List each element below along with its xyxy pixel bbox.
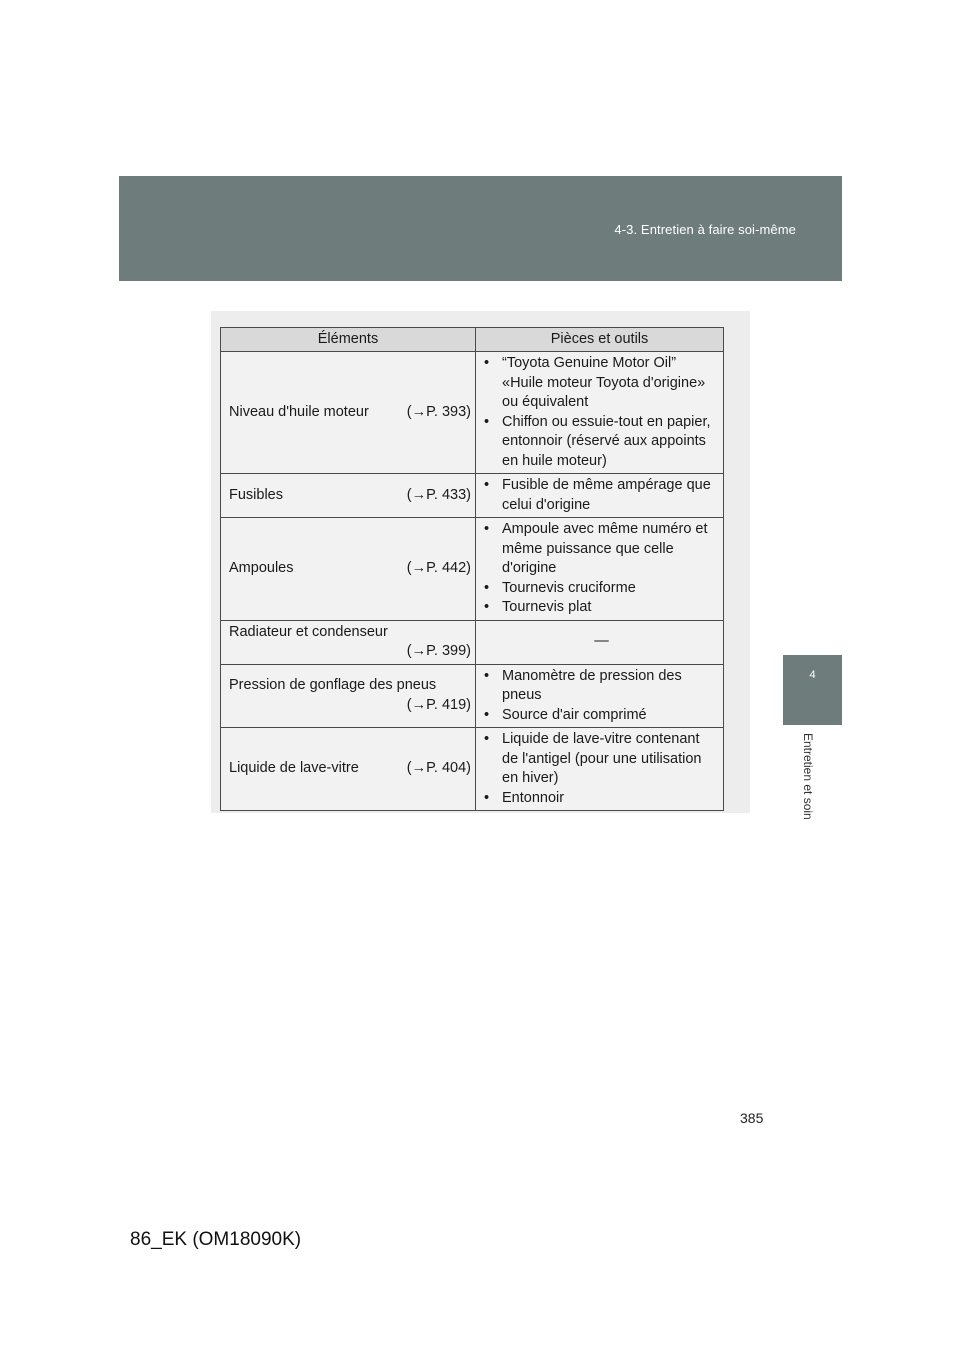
chapter-label: Entretien et soin — [801, 733, 815, 820]
maintenance-table — [220, 327, 724, 811]
table-row — [221, 664, 724, 728]
table-row — [221, 620, 724, 664]
item-name: Niveau d'huile moteur — [229, 403, 369, 420]
list-item — [484, 667, 719, 706]
section-header-band — [119, 176, 842, 281]
parts-list — [484, 730, 719, 808]
bullet-icon: • — [484, 579, 490, 596]
page-reference: (→P. 419) — [406, 696, 471, 713]
item-cell — [221, 728, 476, 811]
parts-cell — [476, 620, 724, 664]
parts-list — [484, 354, 719, 471]
bullet-icon: • — [484, 477, 490, 493]
list-item — [484, 354, 719, 413]
parts-cell — [476, 352, 724, 474]
list-item — [484, 730, 719, 789]
parts-list — [484, 667, 719, 726]
section-title: 4-3. Entretien à faire soi-même — [614, 222, 796, 237]
item-cell — [221, 620, 476, 664]
table-row — [221, 474, 724, 518]
list-item — [484, 476, 719, 515]
parts-cell — [476, 728, 724, 811]
chapter-tab — [783, 655, 842, 725]
part-text: Chiffon ou essuie-tout en papier, entonnoir (réservé aux appoints en huile moteur) — [502, 413, 711, 469]
item-name: Fusibles — [229, 486, 283, 503]
item-cell — [221, 352, 476, 474]
column-header-items: Éléments — [221, 328, 476, 352]
item-cell — [221, 518, 476, 621]
parts-cell — [476, 474, 724, 518]
parts-cell — [476, 664, 724, 728]
page-reference: (→P. 393) — [406, 403, 471, 420]
maintenance-table-panel — [211, 311, 750, 813]
part-text: Manomètre de pression des pneus — [502, 667, 682, 703]
page-number: 385 — [740, 1110, 764, 1126]
page-reference: (→P. 442) — [406, 560, 471, 576]
list-item — [484, 598, 719, 618]
item-content — [229, 486, 471, 506]
part-text: Tournevis cruciforme — [502, 579, 636, 596]
item-content — [229, 676, 471, 715]
bullet-icon: • — [484, 706, 490, 723]
bullet-icon: • — [484, 599, 490, 615]
item-content — [229, 559, 471, 579]
list-item — [484, 706, 719, 726]
column-header-parts: Pièces et outils — [476, 328, 724, 352]
document-code: 86_EK (OM18090K) — [130, 1229, 302, 1250]
item-name: Liquide de lave-vitre — [229, 760, 359, 777]
part-text: Entonnoir — [502, 789, 565, 806]
item-name: Pression de gonflage des pneus — [229, 677, 437, 694]
list-item — [484, 520, 719, 579]
part-text: Fusible de même ampérage que celui d'origine — [502, 477, 711, 513]
bullet-icon: • — [484, 731, 490, 747]
bullet-icon: • — [484, 413, 490, 430]
page-reference: (→P. 404) — [406, 760, 471, 777]
page-reference: (→P. 399) — [406, 643, 471, 659]
item-cell — [221, 664, 476, 728]
chapter-number: 4 — [809, 669, 816, 681]
item-cell — [221, 474, 476, 518]
page-reference: (→P. 433) — [406, 486, 471, 503]
part-text: Tournevis plat — [502, 599, 592, 615]
table-header-row — [221, 328, 724, 352]
bullet-icon: • — [484, 667, 490, 684]
part-text: “Toyota Genuine Motor Oil” «Huile moteur Toyota d'origine» ou équivalent — [502, 355, 706, 410]
empty-mark: — — [594, 633, 609, 650]
item-content — [229, 759, 471, 779]
bullet-icon: • — [484, 789, 490, 806]
part-text: Liquide de lave-vitre contenant de l'antigel (pour une utilisation en hiver) — [502, 731, 702, 786]
table-row — [221, 728, 724, 811]
list-item — [484, 579, 719, 599]
list-item — [484, 413, 719, 472]
item-name: Ampoules — [229, 560, 294, 576]
part-text: Ampoule avec même numéro et même puissance que celle d'origine — [502, 521, 708, 576]
bullet-icon: • — [484, 521, 490, 537]
item-name: Radiateur et condenseur — [229, 623, 388, 640]
parts-list — [484, 520, 719, 618]
item-content — [229, 623, 471, 662]
parts-cell — [476, 518, 724, 621]
list-item — [484, 789, 719, 809]
parts-list — [484, 476, 719, 515]
table-row — [221, 352, 724, 474]
item-content — [229, 403, 471, 423]
part-text: Source d'air comprimé — [502, 706, 647, 723]
table-row — [221, 518, 724, 621]
bullet-icon: • — [484, 355, 490, 371]
